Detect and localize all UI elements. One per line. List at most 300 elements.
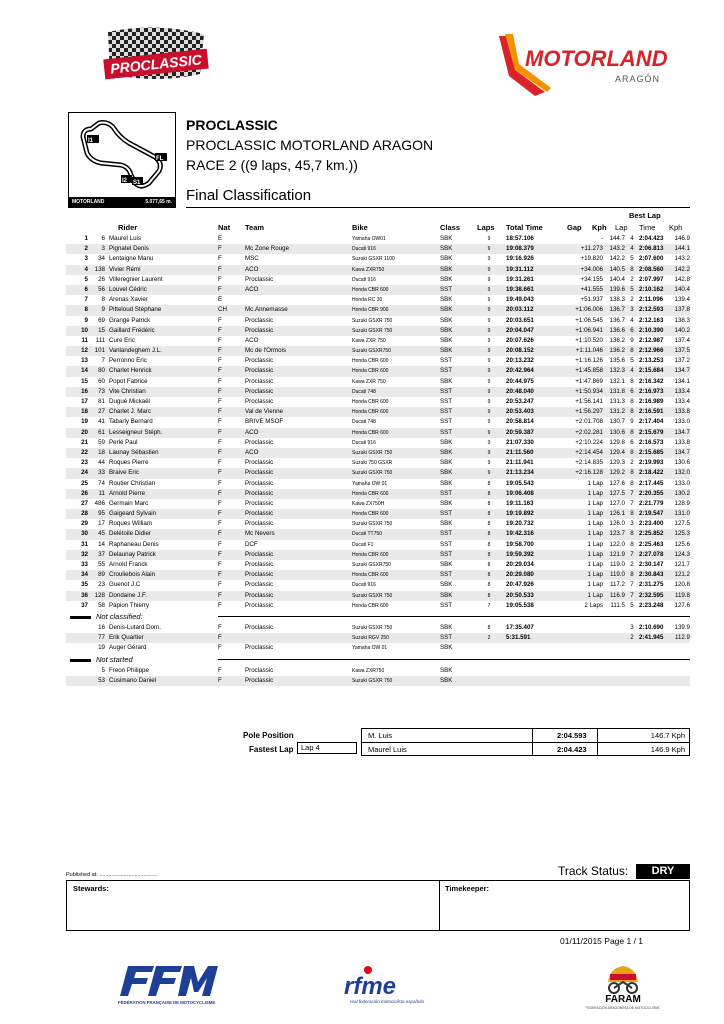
cell-nat: F [218, 265, 222, 273]
cell-total: 18:57.106 [506, 235, 534, 242]
cell-total: 20:07.626 [506, 336, 534, 344]
cell-kph: 136.6 [609, 326, 625, 334]
cell-nat: F [218, 347, 222, 355]
cell-total: 20:08.152 [506, 347, 534, 355]
cell-gap: 1 Lap [587, 489, 603, 497]
col-best-kph: Kph [669, 223, 683, 232]
cell-kph: 136.2 [609, 347, 625, 355]
cell-bike: Ducati 916 [352, 582, 376, 589]
cell-rider: Vanlandeghem J.L. [109, 347, 162, 355]
cell-gap: +2:14.454 [575, 448, 603, 456]
cell-time: 2:10.162 [639, 285, 664, 293]
cell-best-kph: 133.8 [674, 408, 690, 416]
cell-time: 2:07.600 [639, 255, 664, 263]
track-footer-length: 5.077,65 m. [145, 199, 172, 205]
not-started-rows [66, 666, 690, 686]
cell-time: 2:10.390 [639, 326, 664, 334]
cell-num: 59 [98, 438, 105, 446]
cell-best-kph: 137.5 [674, 347, 690, 355]
table-row [66, 676, 690, 686]
cell-laps: 9 [487, 286, 491, 293]
cell-num: 101 [94, 347, 105, 355]
cell-lap: 8 [630, 408, 634, 416]
rfme-text: rfme [344, 973, 397, 1000]
cell-gap: +1:06.545 [575, 316, 603, 324]
cell-laps: 8 [487, 582, 491, 589]
cell-nat: F [218, 591, 222, 599]
cell-nat: F [218, 520, 222, 528]
cell-rider: Grange Patrick [109, 316, 151, 324]
cell-lap: 7 [630, 581, 634, 589]
cell-laps: 8 [487, 500, 491, 507]
cell-bike: Yamaha OW01 [352, 236, 386, 242]
cell-best-kph: 133.0 [674, 479, 690, 487]
cell-best-kph: 120.8 [674, 581, 690, 589]
cell-bike: Honda CBR 600 [352, 602, 389, 609]
cell-gap: +1:06.941 [575, 326, 603, 334]
cell-pos: 13 [81, 357, 88, 365]
cell-best-kph: 142.2 [674, 265, 690, 273]
signature-box [66, 880, 690, 931]
cell-nat: F [218, 387, 222, 395]
cell-lap: 9 [630, 336, 634, 344]
table-row [66, 305, 690, 315]
cell-kph: 130.6 [609, 428, 625, 436]
cell-pos: 24 [81, 469, 88, 477]
championship-title: PROCLASSIC [186, 117, 278, 133]
cell-total: 21:11.941 [506, 459, 534, 467]
table-row [66, 643, 690, 653]
cell-laps: 9 [487, 337, 491, 344]
cell-class: SBK [440, 448, 453, 456]
cell-kph: 140.4 [609, 275, 625, 283]
col-laps: Laps [477, 223, 495, 232]
cell-gap: +1:56.141 [575, 398, 603, 405]
table-row [66, 428, 690, 438]
cell-gap: +1:45.858 [575, 367, 603, 375]
cell-gap: +2:16.128 [575, 469, 603, 477]
cell-team: Proclassic [245, 571, 274, 579]
cell-gap: 1 Lap [587, 581, 603, 589]
cell-team: Proclassic [245, 676, 274, 684]
cell-class: SBK [440, 255, 453, 263]
separator-bar [70, 659, 91, 662]
cell-kph: 136.7 [609, 316, 625, 324]
sector-label: FL [156, 156, 164, 162]
cell-class: SST [440, 510, 453, 518]
cell-team: Proclassic [245, 601, 274, 609]
cell-time: 2:21.779 [639, 499, 664, 507]
cell-bike: Honda CBR 600 [352, 409, 389, 416]
cell-nat: F [218, 499, 222, 507]
pole-rider: M. Luis [368, 731, 393, 740]
table-row [66, 366, 690, 376]
cell-laps: 9 [487, 266, 491, 273]
cell-bike: Ducati 916 [352, 276, 376, 283]
cell-bike: Honda CBR 600 [352, 511, 389, 518]
cell-kph: 143.2 [609, 245, 625, 253]
table-row [66, 407, 690, 417]
cell-gap: +1:11.046 [575, 347, 603, 355]
pole-kph: 146.7 Kph [650, 731, 685, 740]
cell-team: Proclassic [245, 387, 274, 395]
cell-total: 17:35.407 [506, 623, 534, 631]
cell-bike: Honda CBR 600 [352, 551, 389, 558]
cell-bike: Honda CBR 600 [352, 429, 389, 436]
cell-total: 20:53.247 [506, 398, 534, 405]
cell-team: Proclassic [245, 550, 274, 558]
cell-nat: F [218, 550, 222, 558]
cell-class: SBK [440, 666, 453, 674]
cell-bike: Kawa ZX750H [352, 500, 385, 507]
cell-gap: 1 Lap [587, 540, 603, 548]
cell-laps: 9 [487, 399, 491, 405]
cell-pos: 31 [81, 540, 88, 548]
cell-pos: 10 [81, 326, 88, 334]
cell-rider: Vivier Rémi [109, 265, 141, 273]
faram-logo [586, 958, 660, 1012]
cell-rider: Louvel Cédric [109, 285, 147, 293]
cell-num: 7 [101, 357, 105, 365]
cell-class: SST [440, 601, 453, 609]
cell-time: 2:12.966 [639, 347, 664, 355]
cell-team: Mc Zone Rouge [245, 245, 290, 253]
separator-line [218, 659, 690, 660]
cell-kph: 122.0 [609, 540, 625, 548]
cell-nat: F [218, 530, 222, 538]
cell-class: SST [440, 357, 453, 365]
cell-pos: 12 [81, 347, 88, 355]
cell-team: MSC [245, 255, 259, 263]
cell-lap: 8 [630, 479, 634, 487]
cell-time: 2:15.679 [639, 428, 664, 436]
cell-laps: 9 [487, 388, 491, 395]
track-map [68, 112, 176, 208]
cell-team: Proclassic [245, 398, 274, 405]
cell-nat: F [218, 469, 222, 477]
cell-team: BRIVE MSOF [245, 418, 284, 426]
cell-pos: 14 [81, 367, 88, 375]
cell-laps: 8 [487, 592, 491, 599]
fastest-time: 2:04.423 [557, 745, 587, 754]
cell-rider: Auger Gérard [109, 644, 147, 652]
col-lap: Lap [615, 223, 628, 232]
cell-rider: Delaunay Patrick [109, 550, 156, 558]
separator-line [218, 616, 690, 617]
cell-lap: 5 [630, 357, 634, 365]
cell-class: SBK [440, 245, 453, 253]
cell-gap: 1 Lap [587, 530, 603, 538]
cell-team: Proclassic [245, 499, 274, 507]
motorland-logo [495, 30, 695, 100]
cell-lap: 6 [630, 326, 634, 334]
cell-gap: 1 Lap [587, 510, 603, 518]
cell-lap: 4 [630, 235, 634, 242]
cell-kph: 119.0 [609, 561, 625, 568]
cell-bike: Kawa ZXR 750 [352, 337, 386, 344]
cell-team: Proclassic [245, 326, 274, 334]
classified-rows [66, 234, 690, 611]
cell-class: SST [440, 398, 453, 405]
cell-gap: +1:16.126 [575, 357, 603, 365]
cell-best-kph: 127.5 [674, 520, 690, 528]
cell-nat: F [218, 316, 222, 324]
cell-total: 19:11.163 [506, 499, 534, 507]
cell-nat: F [218, 666, 222, 674]
table-row [66, 438, 690, 448]
cell-best-kph: 144.1 [674, 245, 690, 253]
cell-rider: Maurel Luis [109, 235, 141, 242]
cell-lap: 2 [630, 296, 634, 304]
cell-best-kph: 142.8 [674, 275, 690, 283]
cell-bike: Honda CBR 600 [352, 572, 389, 579]
cell-pos: 9 [84, 316, 88, 324]
cell-kph: 126.0 [609, 520, 625, 528]
cell-lap: 7 [630, 489, 634, 497]
cell-class: SBK [440, 591, 453, 599]
cell-kph: 139.6 [609, 285, 625, 293]
cell-nat: F [218, 398, 222, 405]
cell-num: 14 [98, 540, 105, 548]
cell-pos: 6 [84, 285, 88, 293]
cell-time: 2:27.078 [639, 550, 664, 558]
not-started-separator [66, 654, 690, 666]
cell-pos: 26 [81, 489, 88, 497]
cell-bike: Honda CBR 600 [352, 399, 389, 405]
stewards-label: Stewards: [73, 884, 109, 893]
cell-lap: 5 [630, 601, 634, 609]
cell-nat: F [218, 676, 222, 684]
cell-time: 2:07.997 [639, 275, 664, 283]
cell-pos: 28 [81, 510, 88, 518]
cell-bike: Ducati 916 [352, 439, 376, 446]
cell-nat: F [218, 540, 222, 548]
col-team: Team [245, 223, 265, 232]
cell-time: 2:18.422 [639, 469, 664, 477]
cell-best-kph: 121.2 [674, 571, 690, 579]
cell-rider: Raphaneau Denis [109, 540, 159, 548]
table-row [66, 623, 690, 633]
cell-team: Proclassic [245, 316, 274, 324]
table-row [66, 336, 690, 346]
cell-bike: Suzuki 750 GSXR [352, 460, 393, 467]
cell-num: 45 [98, 530, 105, 538]
cell-bike: Ducati F1 [352, 541, 374, 548]
cell-total: 20:53.403 [506, 408, 534, 416]
cell-num: 138 [94, 265, 105, 273]
cell-gap: +51.937 [580, 296, 603, 304]
cell-laps: 9 [487, 368, 491, 375]
cell-lap: 8 [630, 398, 634, 405]
cell-rider: Lentaigne Manu [109, 255, 154, 263]
cell-lap: 7 [630, 591, 634, 599]
cell-rider: Braive Eric [109, 469, 139, 477]
cell-pos: 36 [81, 591, 88, 599]
cell-pos: 18 [81, 408, 88, 416]
cell-best-kph: 131.0 [674, 510, 690, 518]
cell-total: 5:31.591 [506, 634, 531, 642]
cell-kph: 132.3 [609, 367, 625, 375]
cell-team: ACO [245, 336, 259, 344]
cell-kph: 144.7 [609, 235, 625, 242]
table-row [66, 397, 690, 407]
cell-num: 16 [98, 623, 105, 631]
cell-rider: Arnold Pierre [109, 489, 146, 497]
cell-nat: F [218, 428, 222, 436]
cell-team: Proclassic [245, 591, 274, 599]
cell-laps: 9 [487, 317, 491, 324]
table-row [66, 448, 690, 458]
cell-num: 80 [98, 367, 105, 375]
cell-num: 33 [98, 469, 105, 477]
cell-kph: 121.9 [609, 550, 625, 558]
cell-time: 2:12.987 [639, 336, 664, 344]
sector-label: I1 [88, 138, 94, 144]
table-row [66, 499, 690, 509]
cell-total: 20:59.387 [506, 428, 534, 436]
cell-nat: F [218, 510, 222, 518]
cell-bike: Honda CBR 900 [352, 307, 389, 314]
cell-rider: Roques William [109, 520, 152, 528]
cell-laps: 9 [487, 348, 491, 355]
cell-total: 19:20.732 [506, 520, 534, 528]
cell-class: SBK [440, 235, 453, 242]
cell-bike: Honda CBR 600 [352, 368, 389, 375]
cell-total: 21:07.330 [506, 438, 534, 446]
cell-rider: Charlet J. Marc [109, 408, 151, 416]
cell-pos: 19 [81, 418, 88, 426]
cell-lap: 7 [630, 550, 634, 558]
cell-bike: Yamaha OW 01 [352, 645, 388, 652]
cell-nat: F [218, 571, 222, 579]
cell-time: 2:16.989 [639, 398, 664, 405]
cell-class: SBK [440, 581, 453, 589]
cell-num: 37 [98, 550, 105, 558]
faram-text: FARAM [605, 994, 641, 1005]
cell-pos: 5 [84, 275, 88, 283]
cell-total: 21:13.234 [506, 469, 534, 477]
table-row [66, 489, 690, 499]
cell-nat: F [218, 275, 222, 283]
not-classified-label: Not classified: [96, 611, 143, 621]
cell-class: SST [440, 489, 453, 497]
cell-class: SBK [440, 499, 453, 507]
cell-nat: F [218, 581, 222, 589]
cell-team: Proclassic [245, 489, 274, 497]
not-started-label: Not started [96, 654, 133, 664]
cell-time: 2:20.355 [639, 489, 664, 497]
cell-time: 2:30.843 [639, 571, 664, 579]
cell-total: 19:38.661 [506, 285, 534, 293]
cell-bike: Ducati 916 [352, 246, 376, 253]
cell-time: 2:12.593 [639, 306, 664, 314]
cell-laps: 8 [487, 541, 491, 548]
table-row [66, 601, 690, 611]
cell-lap: 8 [630, 571, 634, 579]
cell-nat: F [218, 601, 222, 609]
cell-pos: 1 [84, 235, 88, 242]
cell-bike: Suzuki GSXR 750 [352, 592, 393, 599]
cell-time: 2:17.445 [639, 479, 664, 487]
cell-time: 2:23.400 [639, 520, 664, 528]
cell-nat: F [218, 377, 222, 385]
cell-best-kph: 134.1 [674, 377, 690, 385]
col-class: Class [440, 223, 461, 232]
cell-pos: 4 [84, 265, 88, 273]
table-row [66, 326, 690, 336]
table-row [66, 580, 690, 590]
cell-laps: 9 [487, 256, 491, 263]
cell-class: SST [440, 550, 453, 558]
cell-num: 53 [98, 676, 105, 684]
cell-gap: +34.155 [580, 275, 603, 283]
cell-team: Proclassic [245, 520, 274, 528]
cell-gap: 1 Lap [587, 479, 603, 487]
cell-lap: 8 [630, 530, 634, 538]
cell-pos: 15 [81, 377, 88, 385]
cell-pos: 21 [81, 438, 88, 446]
cell-team: Proclassic [245, 561, 274, 568]
cell-nat: F [218, 623, 222, 631]
cell-num: 44 [98, 459, 105, 467]
cell-time: 2:15.684 [639, 367, 664, 375]
timekeeper-label: Timekeeper: [445, 884, 490, 893]
cell-num: 56 [98, 285, 105, 293]
fastest-kph: 146.9 Kph [650, 745, 685, 754]
table-row [66, 356, 690, 366]
cell-bike: Suzuki GSXR 750 [352, 470, 393, 477]
cell-rider: Villeregnier Laurent [109, 275, 163, 283]
table-row [66, 479, 690, 489]
table-row [66, 550, 690, 560]
cell-total: 19:16.926 [506, 255, 534, 263]
cell-total: 20:44.975 [506, 377, 534, 385]
cell-bike: Ducati 748 [352, 388, 376, 395]
cell-gap: - [600, 235, 603, 242]
cell-kph: 117.2 [609, 581, 625, 589]
cell-lap: 4 [630, 316, 634, 324]
cell-total: 20:58.814 [506, 418, 534, 426]
cell-num: 41 [98, 418, 105, 426]
cell-bike: Honda CBR 600 [352, 286, 389, 293]
cell-bike: Honda CBR 600 [352, 490, 389, 497]
cell-time: 2:41.945 [639, 634, 664, 642]
table-row [66, 529, 690, 539]
cell-nat: F [218, 438, 222, 446]
cell-total: 20:50.533 [506, 591, 534, 599]
not-classified-rows [66, 623, 690, 654]
cell-class: SBK [440, 459, 453, 467]
cell-best-kph: 133.4 [674, 398, 690, 405]
cell-kph: 123.7 [609, 530, 625, 538]
cell-gap: 1 Lap [587, 550, 603, 558]
cell-time: 2:16.342 [639, 377, 664, 385]
cell-team: Proclassic [245, 367, 274, 375]
cell-best-kph: 140.2 [674, 326, 690, 334]
cell-total: 20:03.112 [506, 306, 534, 314]
cell-num: 27 [98, 408, 105, 416]
cell-pos: 32 [81, 550, 88, 558]
cell-team: Mc Nevers [245, 530, 275, 538]
cell-class: SBK [440, 275, 453, 283]
cell-gap: 1 Lap [587, 561, 603, 568]
cell-bike: Kawa ZXR750 [352, 266, 385, 273]
cell-lap: 2 [630, 561, 634, 568]
cell-best-kph: 139.9 [674, 623, 690, 631]
cell-class: SST [440, 540, 453, 548]
cell-bike: Ducati 748 [352, 419, 376, 426]
cell-class: SST [440, 530, 453, 538]
